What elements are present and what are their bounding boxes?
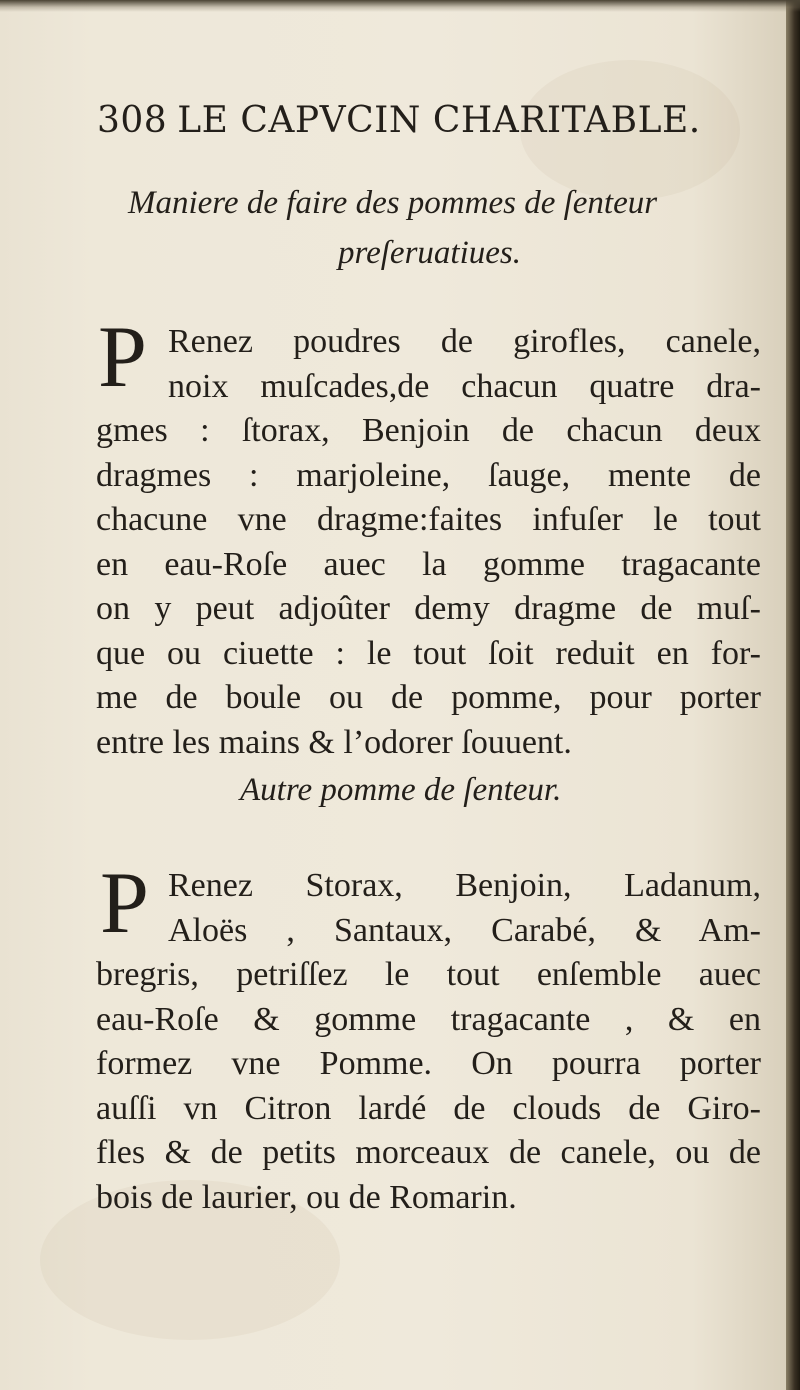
- section2-drop-cap: P: [100, 855, 149, 952]
- page-number: 308: [97, 100, 168, 141]
- paragraph-line: chacune vne dragme:faites infuſer le tout: [96, 501, 761, 538]
- paragraph-line: dragmes : marjoleine, ſauge, mente de: [96, 456, 761, 494]
- paragraph-line: bois de laurier, ou de Romarin.: [96, 1178, 517, 1216]
- paragraph-line: auſſi vn Citron lardé de clouds de Giro-: [96, 1089, 761, 1127]
- section1-heading-line2: preſeruatiues.: [338, 235, 521, 271]
- paragraph-line: Renez Storax, Benjoin, Ladanum,: [168, 867, 761, 904]
- running-title: LE CAPVCIN CHARITABLE.: [177, 100, 701, 141]
- paragraph-line: on y peut adjoûter demy dragme de muſ-: [96, 590, 761, 627]
- section2-heading: Autre pomme de ſenteur.: [240, 772, 562, 808]
- paragraph-line: en eau-Roſe auec la gomme tragacante: [96, 545, 761, 583]
- paragraph-line: gmes : ſtorax, Benjoin de chacun deux: [96, 412, 761, 449]
- paragraph-line: bregris, petriſſez le tout enſemble auec: [96, 956, 761, 993]
- paragraph-line: eau-Roſe & gomme tragacante , & en: [96, 1000, 761, 1038]
- section2-paragraph: [96, 864, 761, 1220]
- paragraph-line: Aloës , Santaux, Carabé, & Am-: [168, 911, 761, 949]
- paragraph-line: me de boule ou de pomme, pour porter: [96, 679, 761, 716]
- section1-heading-line1: Maniere de faire des pommes de ſenteur: [128, 185, 658, 221]
- paragraph-line: Renez poudres de girofles, canele,: [168, 323, 761, 360]
- section1-drop-cap: P: [98, 309, 147, 406]
- page-edge-shadow: [786, 0, 800, 1390]
- page-top-shadow: [0, 0, 800, 12]
- paragraph-line: fles & de petits morceaux de canele, ou de: [96, 1134, 761, 1171]
- running-head: [97, 100, 701, 141]
- paragraph-line: que ou ciuette : le tout ſoit reduit en for-: [96, 634, 761, 672]
- paragraph-line: noix muſcades,de chacun quatre dra-: [168, 367, 761, 405]
- paragraph-line: entre les mains & l’odorer ſouuent.: [96, 723, 572, 761]
- section1-paragraph: [96, 320, 761, 765]
- paragraph-line: formez vne Pomme. On pourra porter: [96, 1045, 761, 1082]
